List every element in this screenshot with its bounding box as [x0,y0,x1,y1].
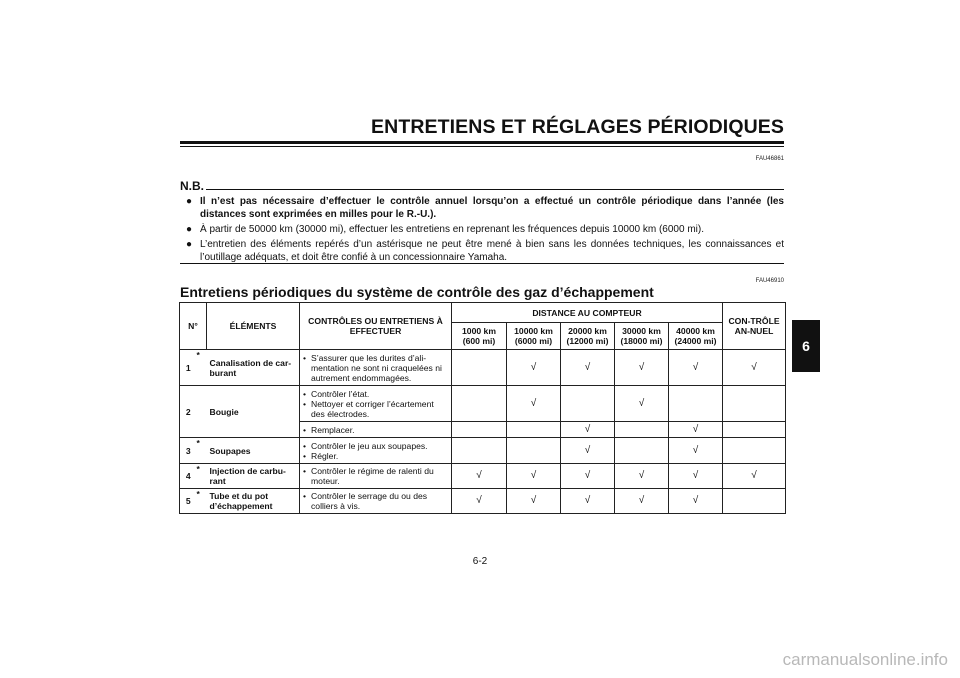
row-item: Injection de carbu-rant [207,464,300,489]
section-heading: Entretiens périodiques du système de contrôle des gaz d’échappement [180,284,654,300]
operation-line: • Contrôler le jeu aux soupapes. [303,441,448,451]
row-operation [300,422,452,438]
note-rule [206,189,784,190]
note-heading: N.B. [180,179,204,193]
header-operation: CONTRÔLES OU ENTRETIENS À EFFECTUER [300,303,452,350]
check-cell [723,489,786,514]
check-mark: √ [615,489,669,514]
check-cell [615,438,669,464]
operation-line: • Régler. [303,451,448,461]
row-number: 5 [180,489,197,514]
watermark: carmanualsonline.info [782,650,948,669]
check-mark: √ [669,438,723,464]
header-distance: 1000 km (600 mi) [452,323,507,350]
table-row [180,350,786,386]
page-title: ENTRETIENS ET RÉGLAGES PÉRIODIQUES [371,116,784,138]
row-number: 2 [180,386,197,438]
check-cell [723,438,786,464]
row-item: Tube et du pot d’échappement [207,489,300,514]
table-row [180,489,786,514]
table-row [180,386,786,422]
header-distance: 30000 km (18000 mi) [615,323,669,350]
check-cell [723,386,786,422]
section-reference-code: FAU46910 [755,278,784,284]
check-mark: √ [669,350,723,386]
table-row [180,438,786,464]
asterisk-cell [197,386,207,438]
check-mark: √ [669,464,723,489]
reference-code: FAU46861 [755,156,784,162]
check-cell [507,438,561,464]
operation-line: • Remplacer. [303,425,448,435]
check-mark: √ [615,386,669,422]
bullet-icon: ● [186,196,193,207]
check-mark: √ [452,464,507,489]
title-rule [180,141,784,144]
check-mark: √ [507,489,561,514]
check-cell [615,422,669,438]
check-cell [669,386,723,422]
header-distance: 10000 km (6000 mi) [507,323,561,350]
check-mark: √ [723,350,786,386]
operation-line: • Contrôler le régime de ralenti du moteur. [303,466,448,486]
check-mark: √ [507,350,561,386]
bullet-icon: ● [186,239,193,250]
operation-line: • Contrôler l’état. [303,389,448,399]
row-number: 3 [180,438,197,464]
operation-line: • Nettoyer et corriger l’écartement des électrodes. [303,399,448,419]
note-item: ● L’entretien des éléments repérés d’un astérisque ne peut être mené à bien sans les données techniques, les connaissances et l’outillage adéquats, et doit être confié à un concessionnaire Yamaha. [186,239,784,263]
note-end-rule [180,263,784,264]
maintenance-table [179,302,786,514]
page-number: 6-2 [472,556,488,567]
check-mark: √ [561,489,615,514]
row-operation [300,386,452,422]
check-mark: √ [723,464,786,489]
row-number: 1 [180,350,197,386]
header-odometer: DISTANCE AU COMPTEUR [452,303,723,323]
row-number: 4 [180,464,197,489]
chapter-tab: 6 [792,320,820,372]
operation-line: • S’assurer que les durites d’ali-mentation ne sont ni craquelées ni autrement endommagées. [303,353,448,383]
header-distance: 20000 km (12000 mi) [561,323,615,350]
check-cell [452,422,507,438]
check-mark: √ [561,422,615,438]
check-mark: √ [615,464,669,489]
row-item: Soupapes [207,438,300,464]
check-mark: √ [507,386,561,422]
check-mark: √ [669,422,723,438]
asterisk-mark: * [197,438,207,464]
row-item: Canalisation de car-burant [207,350,300,386]
row-operation [300,489,452,514]
check-mark: √ [452,489,507,514]
row-operation [300,464,452,489]
header-distance: 40000 km (24000 mi) [669,323,723,350]
check-cell [561,386,615,422]
title-rule-thin [180,146,784,147]
table-row [180,464,786,489]
header-annual: CON-TRÔLE AN-NUEL [723,303,786,350]
note-item: ● Il n’est pas nécessaire d’effectuer le contrôle annuel lorsqu’on a effectué un contrôle périodique dans l’année (les distances sont exprimées en milles pour le R.-U.). [186,196,784,220]
check-cell [452,350,507,386]
asterisk-mark: * [197,350,207,386]
check-mark: √ [669,489,723,514]
row-operation [300,438,452,464]
check-mark: √ [561,350,615,386]
check-mark: √ [615,350,669,386]
check-mark: √ [561,464,615,489]
row-operation [300,350,452,386]
check-cell [452,386,507,422]
row-item: Bougie [207,386,300,438]
bullet-icon: ● [186,224,193,235]
check-cell [723,422,786,438]
asterisk-mark: * [197,489,207,514]
check-cell [452,438,507,464]
check-cell [507,422,561,438]
note-item: ● À partir de 50000 km (30000 mi), effectuer les entretiens en reprenant les fréquences depuis 10000 km (6000 mi). [186,224,704,235]
header-item: ÉLÉMENTS [207,303,300,350]
header-no: N° [180,303,207,350]
check-mark: √ [561,438,615,464]
check-mark: √ [507,464,561,489]
asterisk-mark: * [197,464,207,489]
operation-line: • Contrôler le serrage du ou des colliers à vis. [303,491,448,511]
note-list [186,195,784,266]
